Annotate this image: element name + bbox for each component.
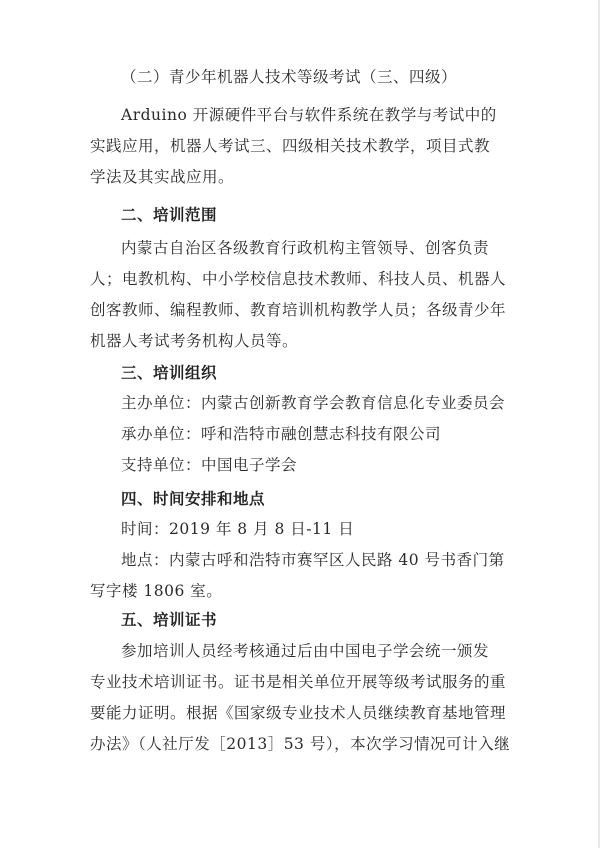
paragraph-line: 人；电教机构、中小学校信息技术教师、科技人员、机器人 [90,270,507,288]
organization-undertaker: 承办单位：呼和浩特市融创慧志科技有限公司 [121,425,442,443]
heading-time-and-place [90,484,510,515]
paragraph-line: Arduino 开源硬件平台与软件系统在教学与考试中的 [121,106,497,124]
organization-list [90,388,510,481]
paragraph-line: 实践应用，机器人考试三、四级相关技术教学，项目式教 [90,137,491,155]
heading-training-certificate [90,605,510,636]
paragraph-training-scope [90,233,510,357]
subheading-text: （二）青少年机器人技术等级考试（三、四级） [121,68,458,86]
heading-training-scope [90,200,510,231]
time-and-place [90,514,510,607]
paragraph-line: 参加培训人员经考核通过后由中国电子学会统一颁发 [121,642,490,660]
paragraph-arduino [90,100,510,193]
heading-text: 四、时间安排和地点 [121,490,266,508]
heading-training-organization [90,358,510,389]
heading-text: 五、培训证书 [121,611,218,629]
paragraph-line: 专业技术培训证书。证书是相关单位开展等级考试服务的重 [90,673,507,691]
paragraph-line: 要能力证明。根据《国家级专业技术人员继续教育基地管理 [90,704,507,722]
paragraph-line: 办法》（人社厅发［2013］53 号），本次学习情况可计入继 [90,735,511,753]
time-line: 时间：2019 年 8 月 8 日-11 日 [121,520,355,538]
section-2-subheading [90,62,510,93]
heading-text: 三、培训组织 [121,364,218,382]
paragraph-line: 学法及其实战应用。 [90,168,235,186]
place-line: 写字楼 1806 室。 [90,582,223,600]
place-line: 地点：内蒙古呼和浩特市赛罕区人民路 40 号书香门第 [121,551,505,569]
paragraph-line: 创客教师、编程教师、教育培训机构教学人员；各级青少年 [90,301,507,319]
paragraph-certificate [90,636,510,760]
organization-host: 主办单位：内蒙古创新教育学会教育信息化专业委员会 [121,394,506,412]
heading-text: 二、培训范围 [121,206,218,224]
paragraph-line: 机器人考试考务机构人员等。 [90,332,299,350]
organization-support: 支持单位：中国电子学会 [121,456,298,474]
paragraph-line: 内蒙古自治区各级教育行政机构主管领导、创客负责 [121,239,490,257]
